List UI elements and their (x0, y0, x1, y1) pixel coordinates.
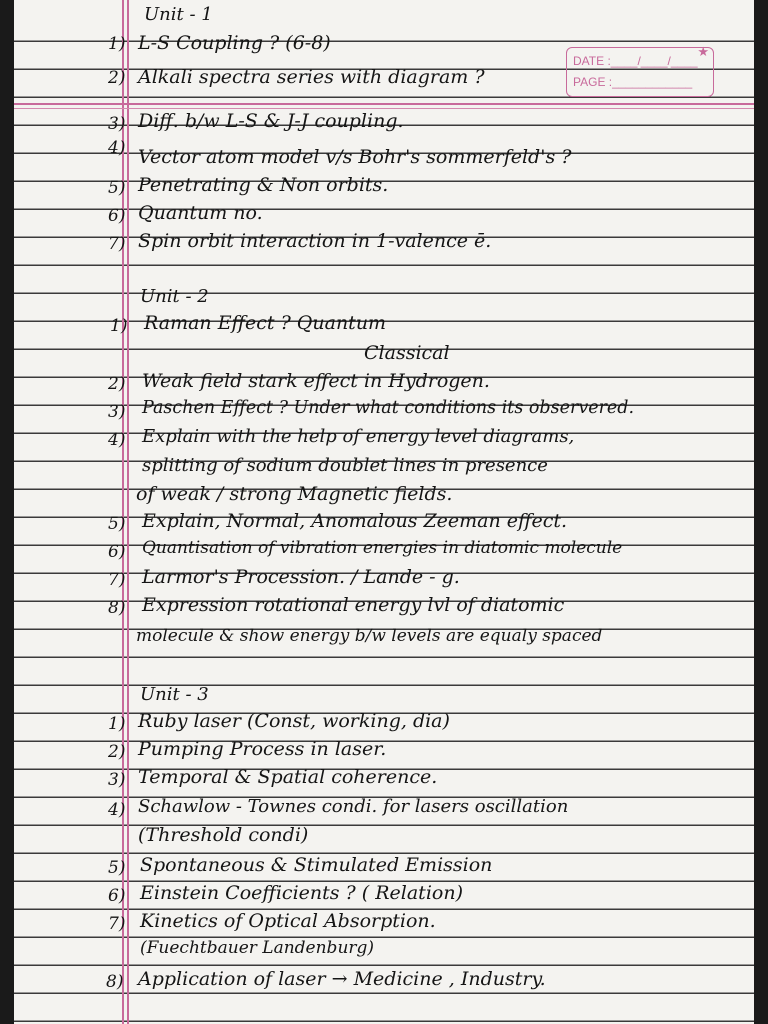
unit1-item: Alkali spectra series with diagram ? (138, 66, 485, 88)
unit2-heading: Unit - 2 (140, 286, 209, 307)
unit1-item: Penetrating & Non orbits. (138, 174, 389, 196)
unit3-item-number: 3) (108, 770, 126, 790)
unit1-item-number: 2) (108, 68, 126, 88)
unit2-item-number: 8) (108, 598, 126, 618)
unit3-item: (Fuechtbauer Landenburg) (140, 938, 375, 958)
unit2-item-number: 6) (108, 542, 126, 562)
unit1-item: Diff. b/w L-S & J-J coupling. (138, 110, 404, 132)
unit2-item: Larmor's Procession. / Lande - g. (142, 566, 460, 588)
date-label: DATE :____/____/____ (573, 54, 698, 68)
unit2-item-number: 1) (110, 316, 128, 336)
unit2-item: Expression rotational energy lvl of diatomic (142, 594, 565, 616)
unit2-item-number: 3) (108, 402, 126, 422)
unit3-item-number: 6) (108, 886, 126, 906)
unit1-item-number: 7) (108, 234, 126, 254)
unit3-item: (Threshold condi) (138, 824, 309, 846)
unit3-item-number: 2) (108, 742, 126, 762)
unit1-item-number: 3) (108, 114, 126, 134)
unit3-item: Pumping Process in laser. (138, 738, 387, 760)
notebook-page (14, 0, 754, 1024)
unit3-item-number: 5) (108, 858, 126, 878)
star-icon: ★ (697, 44, 709, 59)
unit1-item-number: 6) (108, 206, 126, 226)
unit2-item: Explain, Normal, Anomalous Zeeman effect. (142, 510, 568, 532)
unit1-item: Spin orbit interaction in 1-valence ē. (138, 230, 492, 252)
unit2-item: Explain with the help of energy level diagrams, (142, 426, 575, 447)
unit1-item-number: 5) (108, 178, 126, 198)
unit2-item-number: 2) (108, 374, 126, 394)
unit2-item-number: 5) (108, 514, 126, 534)
unit1-item: Vector atom model v/s Bohr's sommerfeld's ? (138, 146, 572, 168)
unit1-item-number: 4) (108, 138, 126, 158)
unit3-item: Temporal & Spatial coherence. (138, 766, 438, 788)
unit2-item: Paschen Effect ? Under what conditions its observered. (142, 398, 635, 418)
unit2-item: splitting of sodium doublet lines in presence (142, 455, 548, 476)
unit3-item-number: 1) (108, 714, 126, 734)
unit2-item: molecule & show energy b/w levels are equaly spaced (136, 626, 603, 646)
unit2-item: Classical (364, 342, 450, 364)
unit2-item-number: 7) (108, 570, 126, 590)
unit1-item-number: 1) (108, 34, 126, 54)
unit3-item: Spontaneous & Stimulated Emission (140, 854, 493, 876)
unit3-item: Ruby laser (Const, working, dia) (138, 710, 450, 732)
unit3-item: Einstein Coefficients ? ( Relation) (140, 882, 463, 904)
unit1-heading: Unit - 1 (144, 4, 213, 25)
unit2-item: Quantisation of vibration energies in diatomic molecule (142, 538, 623, 558)
header-rule-secondary (14, 108, 754, 109)
unit3-item: Schawlow - Townes condi. for lasers oscillation (138, 796, 569, 817)
unit3-item-number: 4) (108, 800, 126, 820)
unit3-item: Application of laser → Medicine , Industry. (138, 968, 546, 990)
unit2-item: of weak / strong Magnetic fields. (136, 483, 453, 505)
page-label: PAGE :____________ (573, 75, 693, 89)
unit2-item: Raman Effect ? Quantum (144, 312, 387, 334)
unit2-item-number: 4) (108, 430, 126, 450)
unit3-item: Kinetics of Optical Absorption. (140, 910, 436, 932)
date-page-box (566, 44, 714, 97)
unit1-item: L-S Coupling ? (6-8) (138, 32, 331, 54)
unit3-item-number: 8) (106, 972, 124, 992)
unit3-item-number: 7) (108, 914, 126, 934)
unit3-heading: Unit - 3 (140, 684, 209, 705)
unit2-item: Weak field stark effect in Hydrogen. (142, 370, 490, 392)
header-rule (14, 103, 754, 105)
margin-line-right (127, 0, 129, 1024)
unit1-item: Quantum no. (138, 202, 263, 224)
